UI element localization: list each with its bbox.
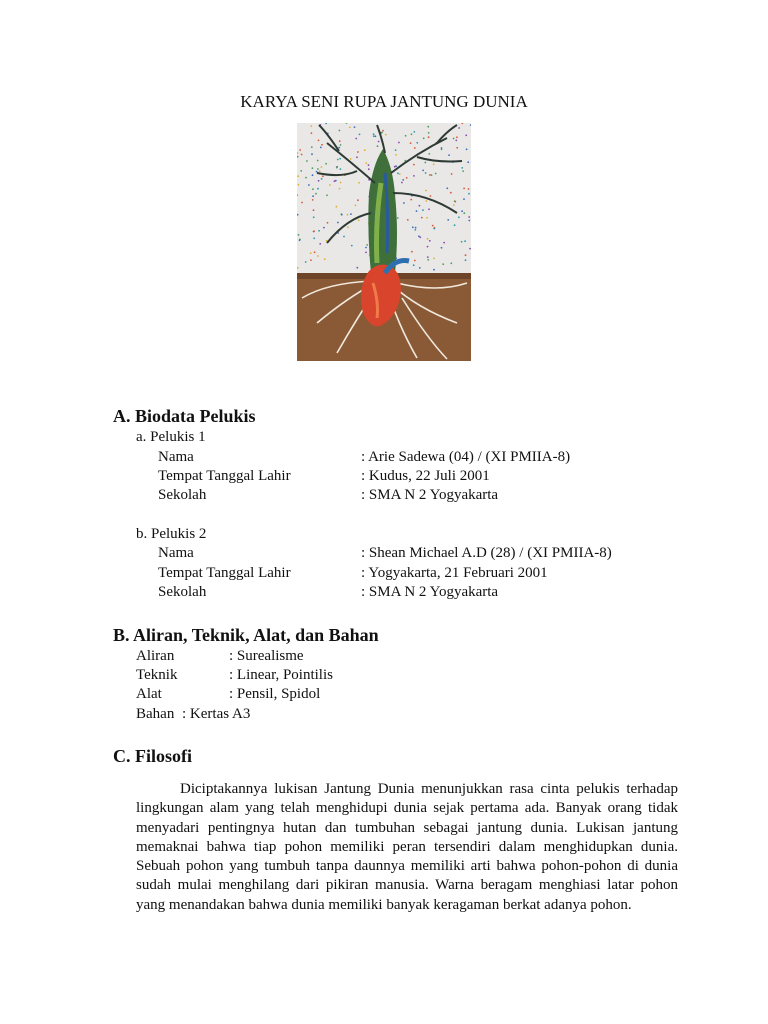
painter1-school-value: : SMA N 2 Yogyakarta <box>361 487 499 503</box>
painting-image <box>297 123 471 361</box>
painter2-label: b. Pelukis 2 <box>136 526 207 542</box>
painter1-birth-label: Tempat Tanggal Lahir <box>158 468 291 484</box>
painter1-name-value: : Arie Sadewa (04) / (XI PMIIA-8) <box>361 449 571 465</box>
document-title: KARYA SENI RUPA JANTUNG DUNIA <box>240 92 528 111</box>
section-c-heading: C. Filosofi <box>113 746 192 766</box>
painter2-school-label: Sekolah <box>158 584 207 600</box>
aliran-value: : Surealisme <box>229 648 304 664</box>
painter1-label: a. Pelukis 1 <box>136 429 206 445</box>
teknik-value: : Linear, Pointilis <box>229 667 333 683</box>
aliran-label: Aliran <box>136 648 175 664</box>
painter2-name-label: Nama <box>158 545 194 561</box>
filosofi-paragraph: Diciptakannya lukisan Jantung Dunia menunjukkan rasa cinta pelukis terhadap lingkungan alam yang telah menghidupi dunia sejak pertama ada. Banyak orang tidak menyadari pentingnya hutan dan tumbuhan sebagai jantung dunia. Lukisan jantung memaknai bahwa tiap pohon memiliki peran tersendiri dalam menghidupkan dunia. Sebuah pohon yang tumbuh tanpa daunnya memiliki arti bahwa pohon-pohon di dunia sudah mulai menghilang dari pikiran manusia. Warna beragam menghiasi latar pohon yang menandakan bahwa dunia memiliki banyak keragaman berkat adanya pohon. <box>136 781 678 913</box>
painter1-school-label: Sekolah <box>158 487 207 503</box>
section-a-heading: A. Biodata Pelukis <box>113 406 256 426</box>
painter2-birth-value: : Yogyakarta, 21 Februari 2001 <box>361 565 548 581</box>
painter2-name-value: : Shean Michael A.D (28) / (XI PMIIA-8) <box>361 545 612 561</box>
alat-label: Alat <box>136 686 162 702</box>
painter2-birth-label: Tempat Tanggal Lahir <box>158 565 291 581</box>
alat-value: : Pensil, Spidol <box>229 686 321 702</box>
bahan-label: Bahan <box>136 706 175 722</box>
painter1-birth-value: : Kudus, 22 Juli 2001 <box>361 468 490 484</box>
bahan-value: : Kertas A3 <box>182 706 251 722</box>
painter2-school-value: : SMA N 2 Yogyakarta <box>361 584 499 600</box>
painter1-name-label: Nama <box>158 449 194 465</box>
section-b-heading: B. Aliran, Teknik, Alat, dan Bahan <box>113 625 379 645</box>
teknik-label: Teknik <box>136 667 178 683</box>
